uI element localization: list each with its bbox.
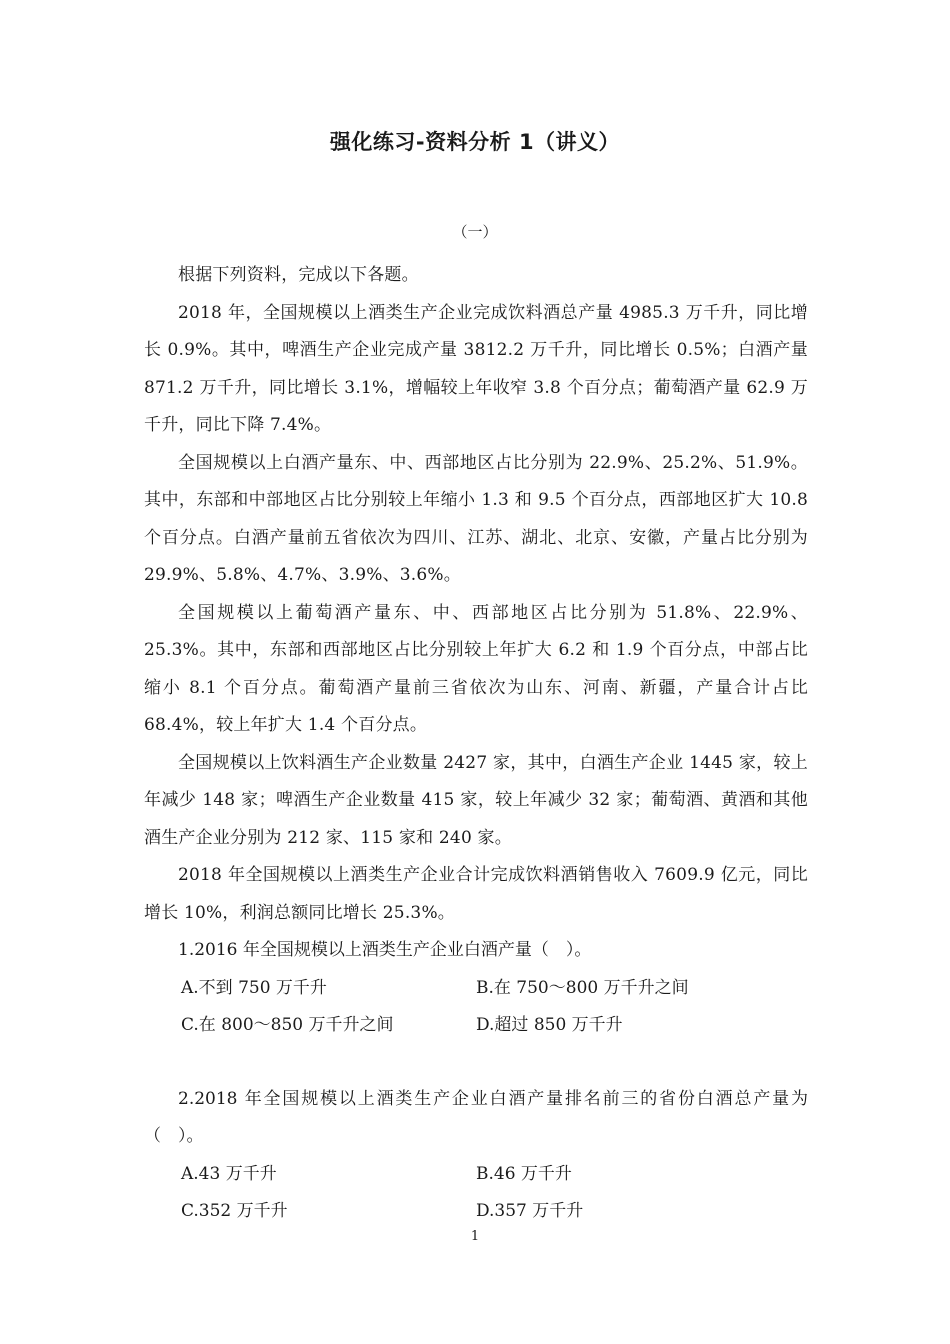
option-b: B.46 万千升 [476,1163,572,1184]
section-label: （一） [452,223,498,241]
material-paragraph: 全国规模以上白酒产量东、中、西部地区占比分别为 22.9%、25.2%、51.9%。其中，东部和中部地区占比分别较上年缩小 1.3 和 9.5 个百分点，西部地区扩大 10.8 个百分点。白酒产量前五省依次为四川、江苏、湖北、北京、安徽，产量占比分别为 29.9%、5.8%、4.7%、3.9%、3.6%。 [144,452,808,585]
material-paragraph: 2018 年，全国规模以上酒类生产企业完成饮料酒总产量 4985.3 万千升，同比增长 0.9%。其中，啤酒生产企业完成产量 3812.2 万千升，同比增长 0.5%；白酒产量 871.2 万千升，同比增长 3.1%，增幅较上年收窄 3.8 个百分点；葡萄酒产量 62.9 万千升，同比下降 7.4%。 [144,302,808,435]
option-b: B.在 750～800 万千升之间 [476,977,689,998]
question-2 [144,1081,808,1231]
page-number: 1 [470,1229,480,1244]
question-stem: 1.2016 年全国规模以上酒类生产企业白酒产量（ ）。 [178,940,592,960]
option-c: C.352 万千升 [181,1201,288,1221]
material-paragraph: 全国规模以上饮料酒生产企业数量 2427 家，其中，白酒生产企业 1445 家，较上年减少 148 家；啤酒生产企业数量 415 家，较上年减少 32 家；葡萄酒、黄酒和其他酒生产企业分别为 212 家、115 家和 240 家。 [144,752,808,848]
material-paragraph: 全国规模以上葡萄酒产量东、中、西部地区占比分别为 51.8%、22.9%、25.3%。其中，东部和西部地区占比分别较上年扩大 6.2 和 1.9 个百分点，中部占比缩小 8.1 个百分点。葡萄酒产量前三省依次为山东、河南、新疆，产量合计占比 68.4%，较上年扩大 1.4 个百分点。 [144,602,808,735]
option-d: D.357 万千升 [476,1201,584,1221]
option-d: D.超过 850 万千升 [476,1015,623,1035]
document-title: 强化练习-资料分析 1（讲义） [329,130,621,154]
option-a: A.不到 750 万千升 [181,977,327,998]
material-paragraph: 2018 年全国规模以上酒类生产企业合计完成饮料酒销售收入 7609.9 亿元，同比增长 10%，利润总额同比增长 25.3%。 [144,865,808,923]
option-list [144,1156,808,1231]
spacer [144,1045,808,1081]
intro-paragraph: 根据下列资料，完成以下各题。 [178,265,419,285]
question-1 [144,932,808,1045]
option-c: C.在 800～850 万千升之间 [181,1015,394,1035]
document-body [144,257,808,1231]
question-stem: 2.2018 年全国规模以上酒类生产企业白酒产量排名前三的省份白酒总产量为（ ）。 [144,1088,808,1146]
option-a: A.43 万千升 [181,1163,277,1184]
option-list [144,970,808,1045]
